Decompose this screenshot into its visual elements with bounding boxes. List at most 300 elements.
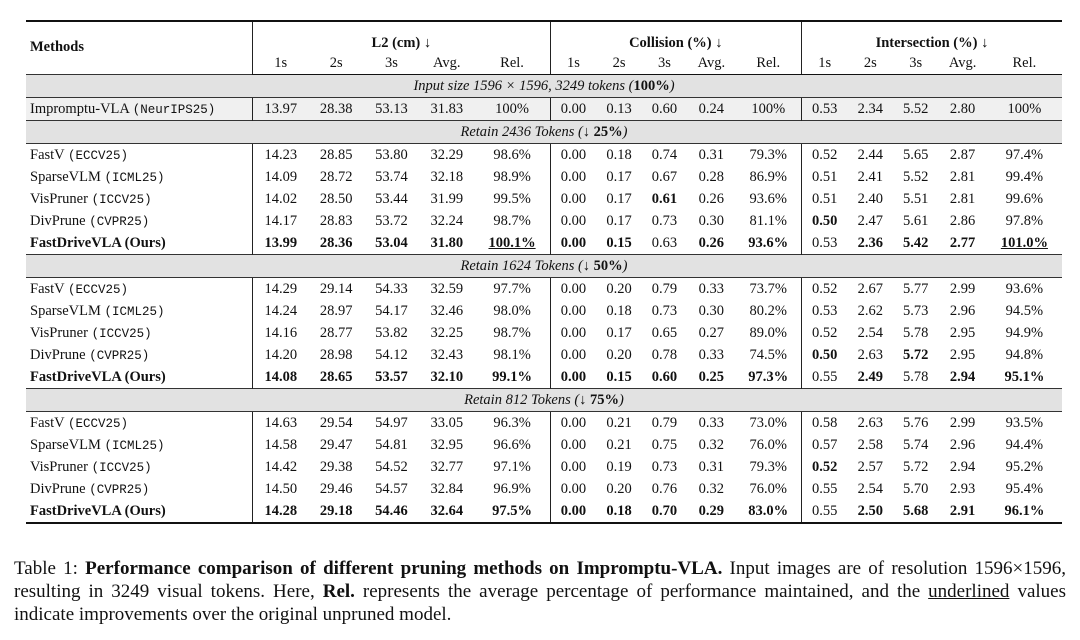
method-venue: (ICML25) xyxy=(104,438,165,453)
subcol-header: 1s xyxy=(550,52,596,75)
value-cell: 0.18 xyxy=(606,146,632,163)
value-cell: 2.95 xyxy=(949,324,976,341)
value-cell: 0.31 xyxy=(698,458,725,475)
value-cell: 0.52 xyxy=(801,144,847,167)
value-cell: 0.25 xyxy=(698,368,725,385)
section-label-percent: 25% xyxy=(593,123,623,140)
value-cell: 0.27 xyxy=(698,324,725,341)
table-row xyxy=(26,166,1062,188)
subcol-header: 1s xyxy=(253,52,309,75)
section-label-text: Retain 812 Tokens (↓ xyxy=(464,391,591,408)
value-cell: 2.50 xyxy=(848,500,893,523)
section-label-percent: 100% xyxy=(633,77,670,94)
value-cell: 2.63 xyxy=(857,414,883,431)
value-cell: 86.9% xyxy=(749,168,787,185)
value-cell: 0.21 xyxy=(606,436,632,453)
table-row xyxy=(26,366,1062,389)
value-cell: 2.99 xyxy=(949,280,976,297)
value-cell: 2.47 xyxy=(857,212,883,229)
value-cell: 100% xyxy=(736,98,802,121)
value-cell: 100% xyxy=(987,98,1062,121)
value-cell: 99.6% xyxy=(1005,190,1044,207)
value-cell: 32.77 xyxy=(430,458,464,475)
section-header-row xyxy=(26,75,1062,98)
value-cell: 0.51 xyxy=(801,166,847,188)
method-cell xyxy=(26,500,253,523)
value-cell: 76.0% xyxy=(749,480,787,497)
value-cell: 0.52 xyxy=(801,322,847,344)
method-venue: (ECCV25) xyxy=(68,148,129,163)
section-label xyxy=(26,255,1062,278)
value-cell: 2.62 xyxy=(857,302,883,319)
value-cell: 2.54 xyxy=(857,480,883,497)
value-cell: 28.77 xyxy=(319,324,353,341)
method-cell xyxy=(26,166,253,188)
value-cell: 33.05 xyxy=(430,414,464,431)
value-cell: 2.81 xyxy=(949,168,976,185)
value-cell: 53.74 xyxy=(375,168,408,185)
section-label-tail: ) xyxy=(622,257,628,274)
value-cell: 0.65 xyxy=(651,324,678,341)
value-cell: 28.97 xyxy=(319,302,353,319)
value-cell: 98.0% xyxy=(493,302,531,319)
table-row xyxy=(26,300,1062,322)
value-cell: 79.3% xyxy=(749,146,787,163)
value-cell: 81.1% xyxy=(749,212,787,229)
method-cell xyxy=(26,210,253,232)
method-venue: (ICCV25) xyxy=(91,192,152,207)
value-cell: 100.1% xyxy=(488,234,536,251)
value-cell: 0.00 xyxy=(550,412,596,435)
table-row xyxy=(26,232,1062,255)
value-cell: 53.57 xyxy=(375,368,408,385)
value-cell: 31.83 xyxy=(419,98,474,121)
value-cell: 31.80 xyxy=(430,234,464,251)
section-label-text: Retain 1624 Tokens (↓ xyxy=(460,257,594,274)
value-cell: 89.0% xyxy=(749,324,787,341)
subcol-header: Rel. xyxy=(987,52,1062,75)
method-name: FastV xyxy=(30,146,65,163)
value-cell: 0.21 xyxy=(606,414,632,431)
table-row xyxy=(26,210,1062,232)
method-venue: (ECCV25) xyxy=(68,416,129,431)
value-cell: 14.50 xyxy=(253,478,309,500)
section-label xyxy=(26,389,1062,412)
value-cell: 0.17 xyxy=(606,324,632,341)
value-cell: 98.9% xyxy=(493,168,531,185)
value-cell: 53.82 xyxy=(375,324,408,341)
section-label-percent: 75% xyxy=(590,391,620,408)
method-cell xyxy=(26,322,253,344)
value-cell: 94.9% xyxy=(1005,324,1044,341)
value-cell: 53.44 xyxy=(375,190,408,207)
value-cell: 0.00 xyxy=(550,322,596,344)
method-name: VisPruner xyxy=(30,324,88,341)
subcol-header: 2s xyxy=(309,52,364,75)
value-cell: 0.17 xyxy=(606,212,632,229)
value-cell: 54.46 xyxy=(364,500,419,523)
method-venue: (ICML25) xyxy=(104,170,165,185)
method-venue: (ICCV25) xyxy=(91,326,152,341)
section-header-row xyxy=(26,389,1062,412)
value-cell: 53.04 xyxy=(375,234,408,251)
collision-header: Collision (%) ↓ xyxy=(550,21,801,52)
value-cell: 0.55 xyxy=(801,366,847,389)
value-cell: 32.59 xyxy=(430,280,464,297)
caption-prefix: Table 1: xyxy=(14,558,86,579)
method-venue: (CVPR25) xyxy=(89,482,150,497)
method-name: FastV xyxy=(30,414,65,431)
table-row xyxy=(26,144,1062,167)
value-cell: 0.00 xyxy=(550,98,596,121)
value-cell: 94.5% xyxy=(1005,302,1044,319)
method-name: VisPruner xyxy=(30,190,88,207)
caption-title: Performance comparison of different pruning methods on Impromptu-VLA. xyxy=(85,558,723,579)
value-cell: 0.00 xyxy=(550,366,596,389)
value-cell: 0.29 xyxy=(687,500,735,523)
value-cell: 93.6% xyxy=(749,190,787,207)
value-cell: 14.23 xyxy=(253,144,309,167)
method-name: SparseVLM xyxy=(30,302,101,319)
value-cell: 0.20 xyxy=(606,346,632,363)
caption-rel: Rel. xyxy=(322,581,355,602)
section-header-row xyxy=(26,121,1062,144)
value-cell: 97.1% xyxy=(493,458,531,475)
value-cell: 32.84 xyxy=(430,480,464,497)
value-cell: 97.3% xyxy=(748,368,789,385)
value-cell: 83.0% xyxy=(736,500,802,523)
value-cell: 0.31 xyxy=(698,146,725,163)
table-row xyxy=(26,500,1062,523)
value-cell: 94.8% xyxy=(1005,346,1044,363)
value-cell: 0.32 xyxy=(698,480,725,497)
value-cell: 32.18 xyxy=(430,168,464,185)
value-cell: 5.78 xyxy=(903,368,929,385)
value-cell: 2.54 xyxy=(857,324,883,341)
value-cell: 0.00 xyxy=(550,166,596,188)
subcol-header: Rel. xyxy=(474,52,550,75)
value-cell: 93.5% xyxy=(1005,414,1044,431)
value-cell: 5.77 xyxy=(903,280,929,297)
value-cell: 2.44 xyxy=(857,146,883,163)
value-cell: 0.00 xyxy=(550,434,596,456)
value-cell: 54.17 xyxy=(375,302,408,319)
value-cell: 2.94 xyxy=(949,368,976,385)
subcol-header: 2s xyxy=(848,52,893,75)
value-cell: 94.4% xyxy=(1005,436,1044,453)
value-cell: 0.33 xyxy=(698,346,725,363)
value-cell: 0.30 xyxy=(698,302,725,319)
value-cell: 80.2% xyxy=(749,302,787,319)
value-cell: 0.53 xyxy=(801,300,847,322)
value-cell: 0.26 xyxy=(698,190,725,207)
value-cell: 28.83 xyxy=(319,212,353,229)
value-cell: 53.80 xyxy=(375,146,408,163)
value-cell: 2.36 xyxy=(857,234,883,251)
value-cell: 0.26 xyxy=(698,234,725,251)
value-cell: 73.0% xyxy=(749,414,787,431)
value-cell: 28.72 xyxy=(319,168,353,185)
value-cell: 0.00 xyxy=(550,232,596,255)
value-cell: 0.00 xyxy=(550,144,596,167)
table-row xyxy=(26,188,1062,210)
table-row xyxy=(26,98,1062,121)
value-cell: 0.15 xyxy=(606,368,632,385)
value-cell: 29.18 xyxy=(309,500,364,523)
value-cell: 2.95 xyxy=(949,346,976,363)
value-cell: 0.20 xyxy=(606,480,632,497)
subcol-header: Avg. xyxy=(419,52,474,75)
value-cell: 13.99 xyxy=(253,232,309,255)
value-cell: 32.46 xyxy=(430,302,464,319)
value-cell: 54.97 xyxy=(375,414,408,431)
value-cell: 54.57 xyxy=(375,480,408,497)
value-cell: 5.52 xyxy=(903,168,929,185)
value-cell: 79.3% xyxy=(749,458,787,475)
value-cell: 14.24 xyxy=(253,300,309,322)
value-cell: 5.73 xyxy=(903,302,929,319)
method-cell xyxy=(26,188,253,210)
value-cell: 97.4% xyxy=(1005,146,1044,163)
value-cell: 0.52 xyxy=(801,456,847,478)
value-cell: 31.99 xyxy=(430,190,464,207)
section-label-tail: ) xyxy=(622,123,628,140)
results-table xyxy=(26,20,1062,524)
table-row xyxy=(26,322,1062,344)
value-cell: 0.00 xyxy=(550,278,596,301)
method-name: FastV xyxy=(30,280,65,297)
method-name: VisPruner xyxy=(30,458,88,475)
value-cell: 0.53 xyxy=(801,98,847,121)
value-cell: 0.19 xyxy=(606,458,632,475)
value-cell: 0.00 xyxy=(550,478,596,500)
subcol-header: Rel. xyxy=(736,52,802,75)
subcol-header: 3s xyxy=(642,52,687,75)
value-cell: 99.4% xyxy=(1005,168,1044,185)
value-cell: 0.73 xyxy=(651,212,678,229)
table-row xyxy=(26,456,1062,478)
table-caption xyxy=(14,557,1066,626)
value-cell: 32.10 xyxy=(430,368,464,385)
subcol-header: 1s xyxy=(801,52,847,75)
value-cell: 96.6% xyxy=(493,436,531,453)
value-cell: 0.51 xyxy=(801,188,847,210)
caption-body-1: Input images are of resolution 1596×1596, resulting in 3249 visual tokens. Here, xyxy=(14,558,1067,602)
subcol-header: 3s xyxy=(893,52,938,75)
method-venue: (ICCV25) xyxy=(91,460,152,475)
value-cell: 0.55 xyxy=(801,478,847,500)
value-cell: 0.53 xyxy=(801,232,847,255)
value-cell: 0.76 xyxy=(651,480,678,497)
value-cell: 29.46 xyxy=(319,480,353,497)
subcol-header: 2s xyxy=(596,52,641,75)
value-cell: 0.28 xyxy=(698,168,725,185)
method-venue: (ICML25) xyxy=(104,304,165,319)
section-label xyxy=(26,121,1062,144)
value-cell: 28.85 xyxy=(319,146,353,163)
value-cell: 5.74 xyxy=(903,436,929,453)
value-cell: 5.42 xyxy=(903,234,929,251)
value-cell: 0.79 xyxy=(651,414,678,431)
value-cell: 95.1% xyxy=(1004,368,1045,385)
method-venue: (CVPR25) xyxy=(89,348,150,363)
value-cell: 0.74 xyxy=(651,146,678,163)
value-cell: 5.78 xyxy=(903,324,929,341)
value-cell: 29.47 xyxy=(319,436,353,453)
value-cell: 14.02 xyxy=(253,188,309,210)
value-cell: 0.24 xyxy=(687,98,735,121)
value-cell: 0.33 xyxy=(698,414,725,431)
value-cell: 0.63 xyxy=(651,234,678,251)
value-cell: 98.7% xyxy=(493,324,531,341)
section-header-row xyxy=(26,255,1062,278)
value-cell: 73.7% xyxy=(749,280,787,297)
caption-body-2: represents the average percentage of performance maintained, and the xyxy=(354,581,929,602)
value-cell: 2.87 xyxy=(949,146,976,163)
value-cell: 96.1% xyxy=(987,500,1062,523)
value-cell: 0.60 xyxy=(642,98,687,121)
value-cell: 0.00 xyxy=(550,456,596,478)
value-cell: 2.96 xyxy=(949,302,976,319)
value-cell: 2.94 xyxy=(949,458,976,475)
value-cell: 29.38 xyxy=(319,458,353,475)
caption-body-3: values indicate improvements over the original unpruned model. xyxy=(14,581,1066,625)
value-cell: 14.28 xyxy=(253,500,309,523)
value-cell: 0.00 xyxy=(550,500,596,523)
value-cell: 0.00 xyxy=(550,300,596,322)
value-cell: 2.77 xyxy=(949,234,976,251)
value-cell: 2.96 xyxy=(949,436,976,453)
value-cell: 2.91 xyxy=(938,500,986,523)
value-cell: 74.5% xyxy=(749,346,787,363)
section-label-tail: ) xyxy=(619,391,624,408)
method-cell xyxy=(26,232,253,255)
value-cell: 14.29 xyxy=(253,278,309,301)
value-cell: 14.42 xyxy=(253,456,309,478)
value-cell: 0.18 xyxy=(606,302,632,319)
value-cell: 99.1% xyxy=(492,368,532,385)
value-cell: 93.6% xyxy=(748,234,789,251)
method-venue: (ECCV25) xyxy=(68,282,129,297)
value-cell: 32.25 xyxy=(430,324,464,341)
method-name: SparseVLM xyxy=(30,168,101,185)
value-cell: 98.1% xyxy=(493,346,531,363)
value-cell: 28.98 xyxy=(319,346,353,363)
value-cell: 5.65 xyxy=(903,146,929,163)
value-cell: 0.13 xyxy=(596,98,641,121)
value-cell: 0.00 xyxy=(550,210,596,232)
value-cell: 13.97 xyxy=(253,98,309,121)
value-cell: 0.17 xyxy=(606,168,632,185)
value-cell: 28.65 xyxy=(319,368,353,385)
value-cell: 14.17 xyxy=(253,210,309,232)
caption-underlined: underlined xyxy=(928,581,1010,602)
value-cell: 2.41 xyxy=(857,168,883,185)
method-cell xyxy=(26,98,253,121)
subcol-header: 3s xyxy=(364,52,419,75)
value-cell: 5.72 xyxy=(903,346,929,363)
method-name: DivPrune xyxy=(30,212,86,229)
value-cell: 0.00 xyxy=(550,188,596,210)
value-cell: 28.50 xyxy=(319,190,353,207)
value-cell: 54.12 xyxy=(375,346,408,363)
table-row xyxy=(26,478,1062,500)
method-cell xyxy=(26,278,253,301)
value-cell: 2.58 xyxy=(857,436,883,453)
value-cell: 14.20 xyxy=(253,344,309,366)
value-cell: 53.13 xyxy=(364,98,419,121)
value-cell: 0.18 xyxy=(596,500,641,523)
value-cell: 32.43 xyxy=(430,346,464,363)
value-cell: 0.32 xyxy=(698,436,725,453)
method-venue: (NeurIPS25) xyxy=(132,102,216,117)
method-name: FastDriveVLA (Ours) xyxy=(30,234,166,251)
subcol-header: Avg. xyxy=(938,52,986,75)
method-name: FastDriveVLA (Ours) xyxy=(30,368,166,385)
l2-header: L2 (cm) ↓ xyxy=(253,21,551,52)
value-cell: 0.17 xyxy=(606,190,632,207)
value-cell: 0.50 xyxy=(801,344,847,366)
method-name: Impromptu-VLA xyxy=(30,100,130,117)
value-cell: 5.72 xyxy=(903,458,929,475)
value-cell: 14.58 xyxy=(253,434,309,456)
value-cell: 5.52 xyxy=(893,98,938,121)
value-cell: 29.14 xyxy=(319,280,353,297)
value-cell: 98.6% xyxy=(493,146,531,163)
value-cell: 2.57 xyxy=(857,458,883,475)
value-cell: 0.78 xyxy=(651,346,678,363)
value-cell: 54.52 xyxy=(375,458,408,475)
value-cell: 0.55 xyxy=(801,500,847,523)
table-row xyxy=(26,412,1062,435)
value-cell: 0.73 xyxy=(651,302,678,319)
value-cell: 14.08 xyxy=(253,366,309,389)
value-cell: 0.61 xyxy=(651,190,678,207)
value-cell: 98.7% xyxy=(493,212,531,229)
value-cell: 0.58 xyxy=(801,412,847,435)
method-cell xyxy=(26,344,253,366)
method-cell xyxy=(26,478,253,500)
value-cell: 0.75 xyxy=(651,436,678,453)
value-cell: 0.30 xyxy=(698,212,725,229)
value-cell: 97.7% xyxy=(493,280,531,297)
value-cell: 97.5% xyxy=(474,500,550,523)
value-cell: 5.68 xyxy=(893,500,938,523)
value-cell: 0.57 xyxy=(801,434,847,456)
value-cell: 2.40 xyxy=(857,190,883,207)
methods-header: Methods xyxy=(26,21,253,75)
value-cell: 2.63 xyxy=(857,346,883,363)
value-cell: 2.34 xyxy=(848,98,893,121)
value-cell: 2.93 xyxy=(949,480,976,497)
value-cell: 0.15 xyxy=(606,234,632,251)
value-cell: 96.3% xyxy=(493,414,531,431)
value-cell: 2.86 xyxy=(949,212,976,229)
value-cell: 97.8% xyxy=(1005,212,1044,229)
value-cell: 29.54 xyxy=(319,414,353,431)
value-cell: 2.80 xyxy=(938,98,986,121)
value-cell: 93.6% xyxy=(1005,280,1044,297)
value-cell: 95.2% xyxy=(1005,458,1044,475)
method-cell xyxy=(26,412,253,435)
value-cell: 14.63 xyxy=(253,412,309,435)
method-venue: (CVPR25) xyxy=(89,214,150,229)
method-cell xyxy=(26,144,253,167)
method-name: SparseVLM xyxy=(30,436,101,453)
value-cell: 99.5% xyxy=(493,190,531,207)
section-label-percent: 50% xyxy=(593,257,623,274)
value-cell: 54.33 xyxy=(375,280,408,297)
